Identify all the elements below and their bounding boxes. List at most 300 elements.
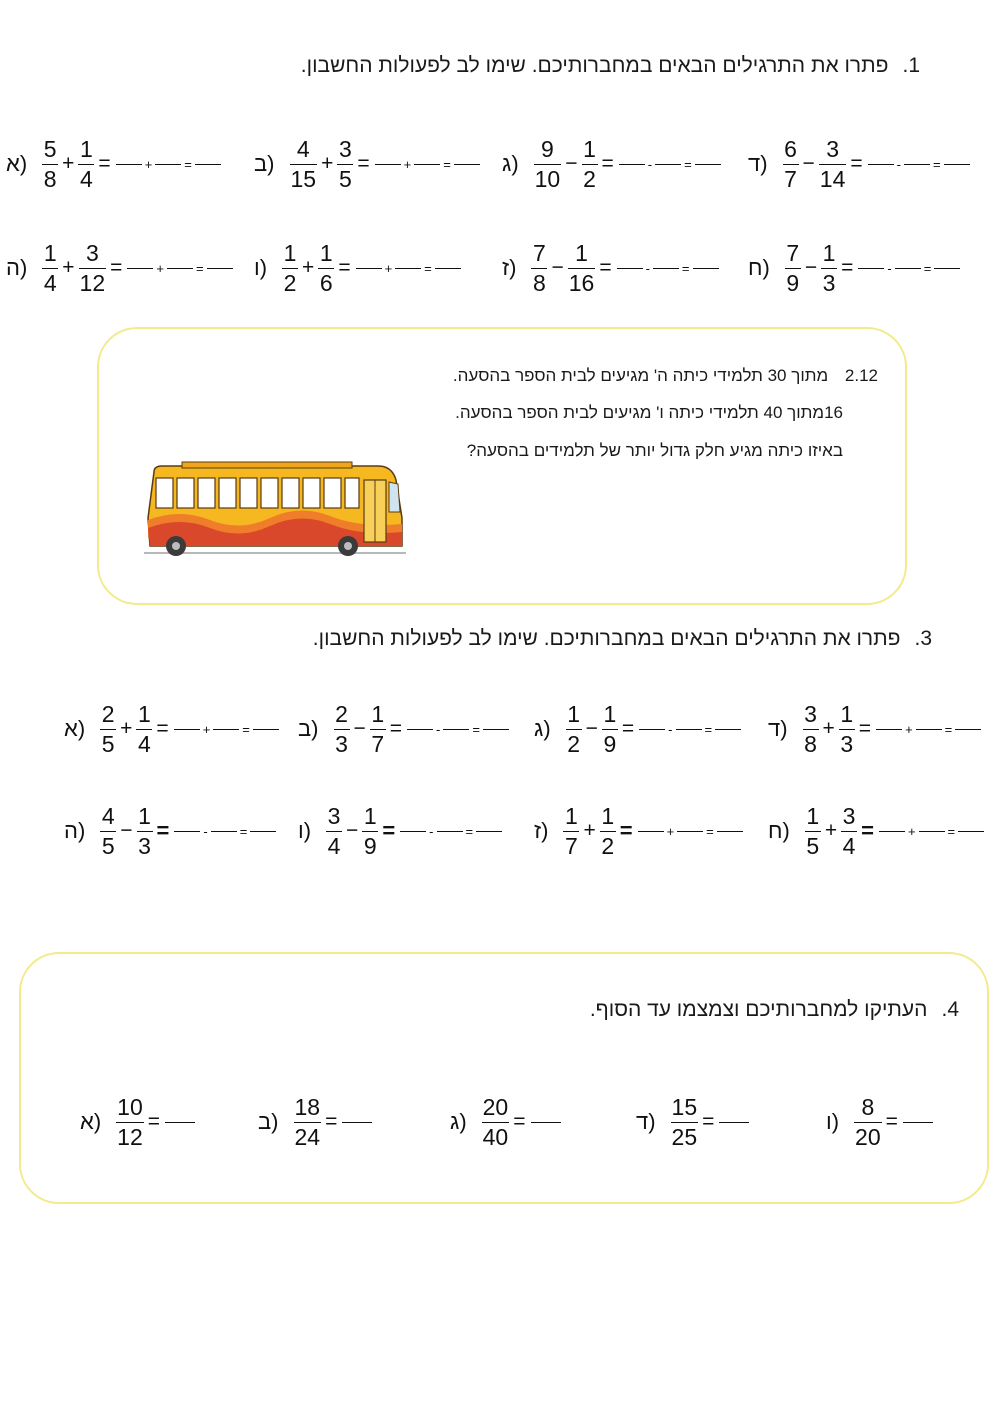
bus-window — [345, 478, 359, 508]
exercise-label: ו) — [254, 255, 268, 280]
answer-blank — [858, 268, 884, 269]
answer-blank — [904, 164, 930, 165]
blank-equals: = — [684, 156, 692, 172]
exercise-label: א) — [80, 1109, 102, 1134]
denominator: 2 — [567, 730, 581, 757]
operator: + — [583, 819, 596, 842]
exercise-label: ז) — [534, 818, 549, 843]
bus-windows — [156, 478, 359, 508]
numerator: 1 — [583, 135, 596, 162]
denominator: 4 — [327, 832, 341, 859]
q3-heading — [313, 627, 932, 651]
answer-blank — [443, 729, 469, 730]
bus-window — [261, 478, 278, 508]
answer-blank — [356, 268, 382, 269]
fraction-first — [785, 239, 801, 296]
fraction-first — [803, 700, 819, 757]
operator: + — [62, 152, 75, 175]
denominator: 12 — [79, 269, 106, 296]
operator: − — [804, 256, 818, 279]
denominator: 8 — [43, 165, 57, 192]
fraction-first — [783, 135, 799, 192]
numerator: 2 — [335, 700, 348, 727]
exercise — [254, 233, 463, 303]
fraction-first — [566, 700, 582, 757]
numerator: 20 — [482, 1093, 509, 1120]
denominator: 20 — [855, 1123, 881, 1150]
denominator: 9 — [603, 730, 617, 757]
exercise-label: ד) — [636, 1109, 656, 1134]
q2-line-1 — [453, 366, 878, 386]
equals-sign: = — [147, 1110, 161, 1133]
answer-blank — [876, 729, 902, 730]
operator: + — [120, 717, 133, 740]
answer-blank — [167, 268, 193, 269]
denominator: 3 — [840, 730, 854, 757]
denominator: 16 — [568, 269, 595, 296]
equals-sign: = — [702, 1110, 715, 1133]
answer-blank — [676, 729, 702, 730]
denominator: 8 — [533, 269, 546, 296]
fraction-second — [136, 700, 152, 757]
exercise-label: ג) — [534, 716, 551, 741]
bus-window — [156, 478, 173, 508]
answer-blank — [400, 831, 426, 832]
answer-blank — [414, 164, 440, 165]
numerator: 9 — [541, 135, 554, 162]
equals-sign: = — [841, 256, 854, 279]
exercise — [768, 796, 986, 866]
exercise — [64, 694, 281, 764]
answer-blank — [116, 164, 142, 165]
numerator: 1 — [601, 802, 615, 829]
answer-blank — [437, 831, 463, 832]
answer-blank — [174, 729, 200, 730]
numerator: 18 — [294, 1093, 321, 1120]
exercise — [298, 796, 504, 866]
denominator: 7 — [565, 832, 578, 859]
numerator: 1 — [283, 239, 297, 266]
blank-operator: - — [203, 823, 208, 839]
answer-blank — [934, 268, 960, 269]
fraction-second — [841, 802, 857, 859]
q2-text-1: 12 מתוך 30 תלמידי כיתה ה' מגיעים לבית הספר בהסעה. — [452, 366, 878, 385]
exercise-label: א) — [6, 151, 28, 176]
blank-equals: = — [933, 156, 941, 172]
answer-blank — [919, 831, 945, 832]
q2-line-2 — [455, 403, 843, 423]
fraction-second — [337, 135, 353, 192]
q3-title: פתרו את התרגילים הבאים במחברותיכם. שימו לב לפעולות החשבון. — [312, 627, 901, 650]
fraction-second — [602, 700, 618, 757]
denominator: 6 — [319, 269, 333, 296]
numerator: 3 — [85, 239, 99, 266]
denominator: 10 — [534, 165, 561, 192]
answer-blank — [879, 831, 905, 832]
blank-equals: = — [184, 156, 192, 172]
equals-sign: = — [338, 256, 351, 279]
q2-text-3: באיזו כיתה מגיע חלק גדול יותר של תלמידים בהסעה? — [466, 441, 843, 460]
denominator: 40 — [482, 1123, 509, 1150]
equals-sign: = — [601, 152, 614, 175]
fraction-second — [370, 700, 386, 757]
exercise-label: ח) — [768, 818, 790, 843]
exercise-label: ג) — [450, 1109, 467, 1134]
exercise-label: ו) — [298, 818, 312, 843]
bus-window — [198, 478, 215, 508]
exercise — [636, 1087, 751, 1157]
blank-equals: = — [424, 260, 432, 276]
operator: − — [585, 717, 598, 740]
numerator: 3 — [804, 700, 817, 727]
blank-operator: + — [403, 156, 412, 172]
fraction-first — [42, 239, 58, 296]
exercise-label: א) — [64, 716, 86, 741]
blank-equals: = — [239, 823, 248, 839]
numerator: 1 — [575, 239, 588, 266]
answer-blank — [958, 831, 984, 832]
answer-blank — [250, 831, 276, 832]
exercise — [298, 694, 511, 764]
numerator: 1 — [840, 700, 854, 727]
blank-equals: = — [196, 260, 204, 276]
equals-sign: = — [156, 818, 170, 843]
blank-operator: - — [887, 260, 892, 276]
equals-sign: = — [850, 152, 863, 175]
bus-window — [177, 478, 194, 508]
numerator: 3 — [338, 135, 352, 162]
answer-blank — [342, 1122, 372, 1123]
exercise — [254, 129, 482, 199]
fraction-first — [854, 1093, 882, 1150]
equals-sign: = — [389, 717, 403, 740]
blank-operator: - — [896, 156, 901, 172]
fraction-second — [839, 700, 855, 757]
answer-blank — [638, 831, 664, 832]
denominator: 4 — [842, 832, 856, 859]
blank-operator: + — [144, 156, 153, 172]
answer-blank — [717, 831, 743, 832]
answer-blank — [253, 729, 279, 730]
equals-sign: = — [110, 256, 123, 279]
blank-equals: = — [947, 823, 956, 839]
numerator: 1 — [806, 802, 820, 829]
answer-blank — [944, 164, 970, 165]
denominator: 2 — [583, 165, 596, 192]
fraction-first — [116, 1093, 144, 1150]
fraction-second — [582, 135, 598, 192]
blank-equals: = — [242, 721, 250, 737]
fraction-first — [294, 1093, 322, 1150]
answer-blank — [655, 164, 681, 165]
denominator: 4 — [80, 165, 93, 192]
exercise-label: ב) — [254, 151, 275, 176]
q1-number: 1. — [902, 54, 920, 77]
equals-sign: = — [858, 717, 872, 740]
fraction-first — [671, 1093, 699, 1150]
answer-blank — [868, 164, 894, 165]
bus-window — [303, 478, 320, 508]
fraction-first — [100, 802, 116, 859]
answer-blank — [619, 164, 645, 165]
fraction-first — [531, 239, 547, 296]
q2-text-2: 16מתוך 40 תלמידי כיתה ו' מגיעים לבית הספר בהסעה. — [455, 403, 843, 422]
blank-operator: + — [156, 260, 164, 276]
equals-sign: = — [861, 818, 874, 843]
answer-blank — [211, 831, 237, 832]
answer-blank — [375, 164, 401, 165]
denominator: 7 — [784, 165, 797, 192]
exercise — [748, 129, 972, 199]
exercise-label: ב) — [258, 1109, 279, 1134]
answer-blank — [476, 831, 502, 832]
blank-operator: - — [436, 721, 441, 737]
denominator: 4 — [138, 730, 151, 757]
denominator: 5 — [101, 832, 115, 859]
fraction-first — [326, 802, 342, 859]
numerator: 3 — [327, 802, 341, 829]
blank-operator: - — [429, 823, 434, 839]
denominator: 24 — [294, 1123, 321, 1150]
denominator: 5 — [338, 165, 352, 192]
fraction-first — [100, 700, 116, 757]
blank-operator: - — [668, 721, 673, 737]
bus-illustration — [140, 458, 410, 558]
blank-equals: = — [472, 721, 480, 737]
exercise — [64, 796, 278, 866]
denominator: 25 — [671, 1123, 698, 1150]
exercise-label: ה) — [64, 818, 86, 843]
answer-blank — [955, 729, 981, 730]
answer-blank — [435, 268, 461, 269]
operator: + — [62, 256, 75, 279]
answer-blank — [719, 1122, 749, 1123]
answer-blank — [639, 729, 665, 730]
blank-operator: + — [905, 721, 913, 737]
answer-blank — [903, 1122, 933, 1123]
bus-window — [282, 478, 299, 508]
exercise — [258, 1087, 374, 1157]
numerator: 15 — [671, 1093, 698, 1120]
exercise — [768, 694, 983, 764]
fraction-first — [805, 802, 821, 859]
equals-sign: = — [619, 818, 633, 843]
denominator: 9 — [786, 269, 800, 296]
blank-equals: = — [465, 823, 474, 839]
equals-sign: = — [885, 1110, 898, 1133]
fraction-second — [362, 802, 378, 859]
blank-operator: + — [907, 823, 916, 839]
q4-title: העתיקו למחברותיכם וצמצמו עד הסוף. — [589, 998, 928, 1021]
equals-sign: = — [513, 1110, 526, 1133]
numerator: 7 — [533, 239, 546, 266]
exercise — [826, 1087, 935, 1157]
blank-operator: - — [645, 260, 650, 276]
answer-blank — [693, 268, 719, 269]
fraction-second — [79, 239, 107, 296]
denominator: 8 — [804, 730, 817, 757]
denominator: 3 — [335, 730, 348, 757]
equals-sign: = — [599, 256, 612, 279]
equals-sign: = — [98, 152, 111, 175]
denominator: 2 — [601, 832, 615, 859]
denominator: 4 — [43, 269, 57, 296]
answer-blank — [531, 1122, 561, 1123]
blank-operator: + — [384, 260, 393, 276]
bus-window — [240, 478, 257, 508]
q1-heading — [301, 54, 920, 78]
numerator: 4 — [296, 135, 310, 162]
operator: + — [822, 717, 835, 740]
denominator: 5 — [806, 832, 820, 859]
answer-blank — [895, 268, 921, 269]
operator: + — [321, 152, 334, 175]
answer-blank — [195, 164, 221, 165]
numerator: 1 — [43, 239, 57, 266]
answer-blank — [407, 729, 433, 730]
numerator: 8 — [861, 1093, 875, 1120]
numerator: 10 — [117, 1093, 143, 1120]
blank-operator: + — [202, 721, 211, 737]
numerator: 1 — [80, 135, 93, 162]
denominator: 9 — [363, 832, 377, 859]
exercise — [6, 129, 223, 199]
fraction-first — [482, 1093, 510, 1150]
q2-line-3 — [467, 441, 843, 461]
numerator: 3 — [842, 802, 856, 829]
operator: − — [353, 717, 366, 740]
numerator: 5 — [43, 135, 57, 162]
equals-sign: = — [621, 717, 635, 740]
bus-window — [324, 478, 341, 508]
blank-operator: - — [647, 156, 653, 172]
numerator: 1 — [138, 700, 151, 727]
answer-blank — [207, 268, 233, 269]
exercise — [80, 1087, 197, 1157]
answer-blank — [916, 729, 942, 730]
equals-sign: = — [357, 152, 370, 175]
blank-equals: = — [944, 721, 953, 737]
exercise — [534, 694, 743, 764]
exercise-label: ג) — [502, 151, 519, 176]
blank-equals: = — [704, 721, 713, 737]
answer-blank — [127, 268, 153, 269]
q4-heading — [590, 998, 959, 1022]
answer-blank — [653, 268, 679, 269]
answer-blank — [617, 268, 643, 269]
exercise-label: ה) — [6, 255, 28, 280]
equals-sign: = — [382, 818, 396, 843]
fraction-first — [282, 239, 298, 296]
answer-blank — [174, 831, 200, 832]
fraction-first — [534, 135, 562, 192]
fraction-first — [290, 135, 318, 192]
bus-windshield — [389, 482, 400, 512]
operator: − — [120, 819, 133, 842]
equals-sign: = — [325, 1110, 338, 1133]
fraction-second — [821, 239, 837, 296]
fraction-first — [563, 802, 579, 859]
numerator: 7 — [786, 239, 800, 266]
answer-blank — [395, 268, 421, 269]
exercise — [450, 1087, 563, 1157]
answer-blank — [165, 1122, 195, 1123]
numerator: 1 — [363, 802, 377, 829]
fraction-second — [318, 239, 334, 296]
answer-blank — [155, 164, 181, 165]
exercise-label: ח) — [748, 255, 770, 280]
exercise — [6, 233, 235, 303]
denominator: 7 — [371, 730, 385, 757]
numerator: 1 — [565, 802, 578, 829]
denominator: 5 — [101, 730, 115, 757]
operator: + — [302, 256, 315, 279]
bus-hub-front — [344, 542, 352, 550]
numerator: 1 — [603, 700, 617, 727]
operator: + — [824, 819, 838, 842]
numerator: 1 — [371, 700, 385, 727]
exercise-label: ו) — [826, 1109, 840, 1134]
fraction-second — [819, 135, 847, 192]
fraction-second — [78, 135, 94, 192]
operator: − — [346, 819, 359, 842]
fraction-first — [42, 135, 58, 192]
answer-blank — [695, 164, 721, 165]
blank-equals: = — [706, 823, 714, 839]
numerator: 1 — [319, 239, 333, 266]
denominator: 3 — [822, 269, 836, 296]
exercise-label: ב) — [298, 716, 319, 741]
numerator: 1 — [138, 802, 151, 829]
exercise — [502, 129, 723, 199]
exercise-label: ד) — [748, 151, 768, 176]
denominator: 15 — [290, 165, 317, 192]
q2-number: 2. — [844, 366, 860, 385]
numerator: 4 — [101, 802, 115, 829]
answer-blank — [454, 164, 480, 165]
numerator: 2 — [101, 700, 115, 727]
answer-blank — [213, 729, 239, 730]
denominator: 12 — [117, 1123, 143, 1150]
blank-equals: = — [681, 260, 690, 276]
exercise-label: ז) — [502, 255, 517, 280]
q4-box — [19, 952, 989, 1204]
fraction-first — [334, 700, 350, 757]
operator: − — [802, 152, 815, 175]
fraction-second — [568, 239, 596, 296]
exercise — [748, 233, 962, 303]
bus-roof — [182, 462, 352, 468]
blank-equals: = — [443, 156, 451, 172]
blank-equals: = — [923, 260, 932, 276]
blank-operator: + — [666, 823, 675, 839]
exercise-label: ד) — [768, 716, 788, 741]
answer-blank — [483, 729, 509, 730]
operator: − — [565, 152, 578, 175]
numerator: 1 — [567, 700, 581, 727]
exercise — [502, 233, 721, 303]
bus-hub-rear — [172, 542, 180, 550]
fraction-second — [600, 802, 616, 859]
bus-window — [219, 478, 236, 508]
denominator: 3 — [138, 832, 151, 859]
exercise — [534, 796, 745, 866]
q3-number: 3. — [914, 627, 932, 650]
operator: − — [551, 256, 564, 279]
numerator: 3 — [826, 135, 839, 162]
answer-blank — [677, 831, 703, 832]
answer-blank — [715, 729, 741, 730]
